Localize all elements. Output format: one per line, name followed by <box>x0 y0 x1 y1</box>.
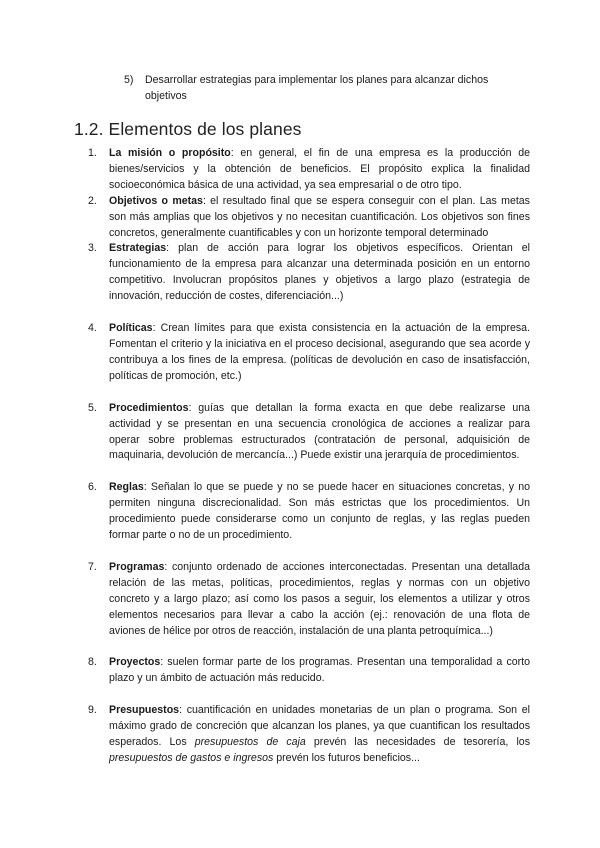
list-item-text: Desarrollar estrategias para implementar los planes para alcanzar dichos objetivos <box>145 74 489 102</box>
list-item <box>88 655 530 687</box>
list-number: 1. <box>88 147 97 159</box>
item-term: Programas <box>109 560 165 573</box>
item-term: Reglas <box>109 481 144 494</box>
list-number: 8. <box>88 656 97 669</box>
item-text: : cuantificación en unidades monetarias de un plan o programa. Son el máximo grado de concreción que alcanzan los planes, ya que cuantifican los resultados esperados. Los <box>109 704 530 749</box>
item-text: : suelen formar parte de los programas. Presentan una temporalidad a corto plazo y un ámbito de actuación más reducido. <box>109 656 530 685</box>
item-term: Objetivos o metas <box>109 194 203 207</box>
list-number: 6. <box>88 481 97 494</box>
list-item <box>88 401 530 465</box>
item-text: : Señalan lo que se puede y no se puede hacer en situaciones concretas, y no permiten ninguna discrecionalidad. Son más estrictas que los procedimientos. Un procedimiento puede considerarse como un conjunto de reglas, y las reglas pueden formar parte o no de un procedimiento. <box>109 481 530 542</box>
list-item <box>88 480 530 544</box>
section-title: 1.2. Elementos de los planes <box>74 119 302 139</box>
item-term: Presupuestos <box>109 704 180 717</box>
item-term: Políticas <box>109 322 153 335</box>
previous-list-item <box>124 72 524 104</box>
elements-list <box>88 146 530 767</box>
list-number: 9. <box>88 704 97 717</box>
item-text: : plan de acción para lograr los objetivos específicos. Orientan el funcionamiento de la empresa para alcanzar una determinada posición en un entorno competitivo. Involucran propósitos planes y objetivos a largo plazo (estrategia de innovación, reducción de costes, diferenciación...) <box>109 242 530 303</box>
item-text: prevén los futuros beneficios... <box>273 752 420 764</box>
list-item <box>88 321 530 385</box>
item-text: : Crean límites para que exista consistencia en la actuación de la empresa. Fomentan el criterio y la iniciativa en el proceso decisional, asegurando que sea acorde y contribuya a los fines de la empresa. (políticas de devolución en caso de insatisfacción, políticas de promoción, etc.) <box>109 322 530 382</box>
item-text: : el resultado final que se espera conseguir con el plan. Las metas son más amplias que los objetivos y no necesitan cuantificación. Los objetivos son fines concretos, generalmente cuantificables y con un horizonte temporal determinado <box>109 194 530 239</box>
item-term: Proyectos <box>109 656 161 669</box>
item-emphasis: presupuestos de caja <box>194 736 306 749</box>
list-number: 7. <box>88 560 97 573</box>
item-text: prevén las necesidades de tesorería, los <box>305 736 530 749</box>
item-term: Estrategias <box>109 242 167 255</box>
list-number: 4. <box>88 322 97 335</box>
list-number: 3. <box>88 242 97 255</box>
item-emphasis: presupuestos de gastos e ingresos <box>109 752 274 764</box>
list-item <box>88 703 530 767</box>
item-term: La misión o propósito <box>109 147 231 159</box>
item-text: : conjunto ordenado de acciones interconectadas. Presentan una detallada relación de las metas, políticas, procedimientos, reglas y normas con un objetivo concreto y a largo plazo; así como los pasos a seguir, los elementos a utilizar y otros elementos necesarios para llevar a cabo la acción (ej.: renovación de una flota de aviones de hélice por otros de reacción, instalación de una planta petroquímica...) <box>109 560 530 637</box>
item-text: : guías que detallan la forma exacta en que debe realizarse una actividad y se presentan en una secuencia cronológica de acciones a realizar para operar sobre problemas estructurados (contratación de personal, adquisición de maquinaria, devolución de mercancía...) Puede existir una jerarquía de procedimientos. <box>109 401 530 462</box>
item-text: : en general, el fin de una empresa es la producción de bienes/servicios y la obtención de beneficios. El propósito explica la finalidad socioeconómica básica de una actividad, ya sea empresarial o de otro tipo. <box>109 147 530 191</box>
list-number: 5. <box>88 401 97 414</box>
list-number: 5) <box>124 74 134 86</box>
item-term: Procedimientos <box>109 401 189 414</box>
list-item <box>88 146 530 194</box>
list-item <box>88 241 530 305</box>
list-item <box>88 560 530 640</box>
list-number: 2. <box>88 194 97 207</box>
list-item <box>88 194 530 242</box>
